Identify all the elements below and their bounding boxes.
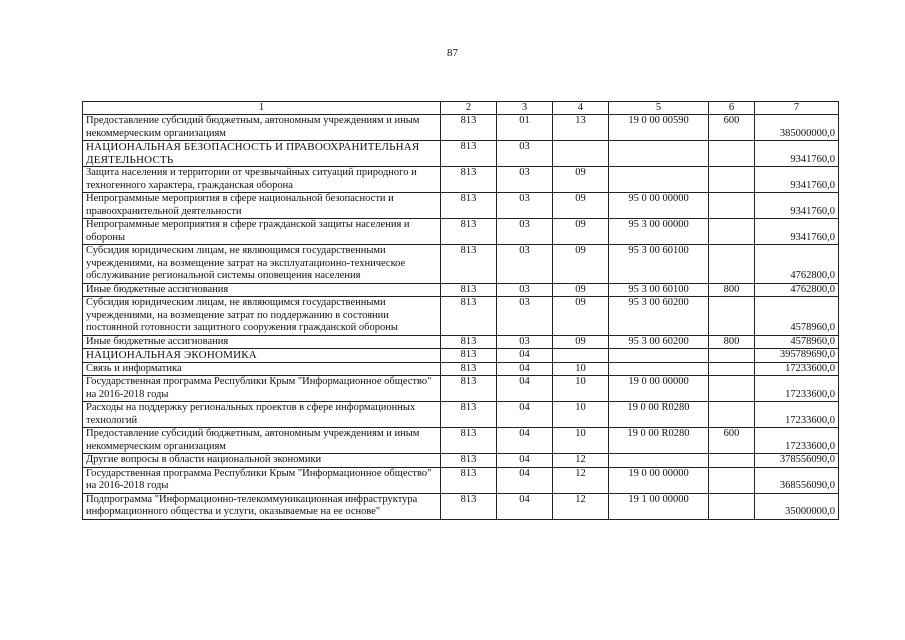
row-csr: 19 0 00 00000 [609, 467, 709, 493]
row-pr [553, 141, 609, 167]
row-pr: 12 [553, 467, 609, 493]
row-name: Иные бюджетные ассигнования [83, 335, 441, 349]
table-header-row [83, 102, 839, 115]
row-sum: 4578960,0 [755, 335, 839, 349]
row-pr: 12 [553, 493, 609, 519]
row-pr: 10 [553, 428, 609, 454]
row-gr: 813 [441, 115, 497, 141]
row-rz: 04 [497, 428, 553, 454]
row-sum: 395789690,0 [755, 349, 839, 363]
table-row [83, 376, 839, 402]
row-name: Субсидия юридическим лицам, не являющимся государственными учреждениями, на возмещение затрат по поддержанию в состоянии постоянной готовности защитного сооружения гражданской обороны [83, 297, 441, 336]
row-pr: 12 [553, 454, 609, 468]
page-number: 87 [447, 47, 458, 59]
table-row [83, 402, 839, 428]
row-csr: 95 0 00 00000 [609, 193, 709, 219]
row-name: Иные бюджетные ассигнования [83, 283, 441, 297]
row-rz: 03 [497, 219, 553, 245]
table-row [83, 193, 839, 219]
row-name: Субсидия юридическим лицам, не являющимся государственными учреждениями, на возмещение затрат на эксплуатационно-техническое обслуживание региональной системы оповещения населения [83, 245, 441, 284]
table-row [83, 245, 839, 284]
row-pr: 13 [553, 115, 609, 141]
row-name: Предоставление субсидий бюджетным, автономным учреждениям и иным некоммерческим организациям [83, 115, 441, 141]
row-sum: 4762800,0 [755, 283, 839, 297]
column-header: 6 [709, 102, 755, 115]
row-rz: 04 [497, 402, 553, 428]
row-pr: 10 [553, 362, 609, 376]
row-rz: 04 [497, 349, 553, 363]
row-gr: 813 [441, 141, 497, 167]
table-row [83, 141, 839, 167]
row-name: Расходы на поддержку региональных проектов в сфере информационных технологий [83, 402, 441, 428]
column-header: 3 [497, 102, 553, 115]
row-vr: 600 [709, 115, 755, 141]
row-name: Государственная программа Республики Крым "Информационное общество" на 2016-2018 годы [83, 467, 441, 493]
row-gr: 813 [441, 219, 497, 245]
row-name: Предоставление субсидий бюджетным, автономным учреждениям и иным некоммерческим организациям [83, 428, 441, 454]
row-vr [709, 362, 755, 376]
row-vr [709, 493, 755, 519]
row-pr: 10 [553, 402, 609, 428]
row-sum: 9341760,0 [755, 141, 839, 167]
row-gr: 813 [441, 167, 497, 193]
column-header: 7 [755, 102, 839, 115]
row-gr: 813 [441, 297, 497, 336]
row-name: Другие вопросы в области национальной экономики [83, 454, 441, 468]
row-rz: 03 [497, 283, 553, 297]
row-pr: 09 [553, 167, 609, 193]
row-pr: 10 [553, 376, 609, 402]
row-csr [609, 454, 709, 468]
table-row [83, 349, 839, 363]
row-vr [709, 376, 755, 402]
row-vr [709, 349, 755, 363]
row-rz: 03 [497, 141, 553, 167]
row-rz: 04 [497, 467, 553, 493]
row-vr: 800 [709, 335, 755, 349]
column-header: 1 [83, 102, 441, 115]
row-rz: 01 [497, 115, 553, 141]
row-gr: 813 [441, 283, 497, 297]
table-row [83, 219, 839, 245]
row-name: НАЦИОНАЛЬНАЯ ЭКОНОМИКА [83, 349, 441, 363]
row-pr: 09 [553, 335, 609, 349]
row-csr [609, 349, 709, 363]
row-csr: 19 0 00 00590 [609, 115, 709, 141]
row-sum: 378556090,0 [755, 454, 839, 468]
row-name: Защита населения и территории от чрезвычайных ситуаций природного и техногенного характера, гражданская оборона [83, 167, 441, 193]
row-csr: 19 0 00 00000 [609, 376, 709, 402]
row-gr: 813 [441, 376, 497, 402]
row-csr: 95 3 00 60100 [609, 283, 709, 297]
row-rz: 03 [497, 335, 553, 349]
table-row [83, 362, 839, 376]
table-row [83, 283, 839, 297]
row-vr [709, 402, 755, 428]
row-sum: 17233600,0 [755, 362, 839, 376]
row-rz: 04 [497, 362, 553, 376]
budget-table [82, 101, 839, 520]
row-sum: 9341760,0 [755, 193, 839, 219]
row-rz: 03 [497, 193, 553, 219]
row-vr [709, 467, 755, 493]
row-rz: 03 [497, 297, 553, 336]
row-sum: 385000000,0 [755, 115, 839, 141]
row-gr: 813 [441, 454, 497, 468]
row-vr: 600 [709, 428, 755, 454]
row-sum: 35000000,0 [755, 493, 839, 519]
row-name: Государственная программа Республики Крым "Информационное общество" на 2016-2018 годы [83, 376, 441, 402]
row-sum: 368556090,0 [755, 467, 839, 493]
row-csr: 95 3 00 00000 [609, 219, 709, 245]
table-row [83, 335, 839, 349]
row-name: Подпрограмма "Информационно-телекоммуникационная инфраструктура информационного общества и услуги, оказываемые на ее основе" [83, 493, 441, 519]
row-gr: 813 [441, 335, 497, 349]
row-sum: 9341760,0 [755, 219, 839, 245]
row-name: Связь и информатика [83, 362, 441, 376]
row-sum: 17233600,0 [755, 402, 839, 428]
row-pr: 09 [553, 283, 609, 297]
row-gr: 813 [441, 402, 497, 428]
row-csr: 19 1 00 00000 [609, 493, 709, 519]
column-header: 2 [441, 102, 497, 115]
table-row [83, 167, 839, 193]
row-pr: 09 [553, 297, 609, 336]
column-header: 5 [609, 102, 709, 115]
row-csr [609, 167, 709, 193]
table-row [83, 115, 839, 141]
table-row [83, 493, 839, 519]
row-vr [709, 297, 755, 336]
row-gr: 813 [441, 245, 497, 284]
row-csr: 95 3 00 60200 [609, 335, 709, 349]
row-gr: 813 [441, 349, 497, 363]
row-gr: 813 [441, 428, 497, 454]
row-csr: 95 3 00 60100 [609, 245, 709, 284]
row-rz: 03 [497, 167, 553, 193]
row-rz: 04 [497, 493, 553, 519]
row-name: НАЦИОНАЛЬНАЯ БЕЗОПАСНОСТЬ И ПРАВООХРАНИТЕЛЬНАЯ ДЕЯТЕЛЬНОСТЬ [83, 141, 441, 167]
row-pr: 09 [553, 219, 609, 245]
row-pr: 09 [553, 245, 609, 284]
row-vr [709, 454, 755, 468]
table-row [83, 454, 839, 468]
row-pr [553, 349, 609, 363]
row-sum: 4762800,0 [755, 245, 839, 284]
row-vr [709, 141, 755, 167]
row-pr: 09 [553, 193, 609, 219]
row-vr [709, 193, 755, 219]
row-gr: 813 [441, 193, 497, 219]
row-csr [609, 362, 709, 376]
row-sum: 4578960,0 [755, 297, 839, 336]
row-sum: 17233600,0 [755, 376, 839, 402]
row-name: Непрограммные мероприятия в сфере национальной безопасности и правоохранительной деятельности [83, 193, 441, 219]
row-rz: 03 [497, 245, 553, 284]
row-csr: 19 0 00 R0280 [609, 402, 709, 428]
row-gr: 813 [441, 362, 497, 376]
row-sum: 17233600,0 [755, 428, 839, 454]
row-rz: 04 [497, 376, 553, 402]
row-csr [609, 141, 709, 167]
row-vr [709, 167, 755, 193]
table-row [83, 428, 839, 454]
row-csr: 95 3 00 60200 [609, 297, 709, 336]
row-gr: 813 [441, 467, 497, 493]
row-vr: 800 [709, 283, 755, 297]
table-row [83, 297, 839, 336]
column-header: 4 [553, 102, 609, 115]
row-gr: 813 [441, 493, 497, 519]
row-csr: 19 0 00 R0280 [609, 428, 709, 454]
row-vr [709, 245, 755, 284]
table-row [83, 467, 839, 493]
row-rz: 04 [497, 454, 553, 468]
row-name: Непрограммные мероприятия в сфере гражданской защиты населения и обороны [83, 219, 441, 245]
row-sum: 9341760,0 [755, 167, 839, 193]
row-vr [709, 219, 755, 245]
